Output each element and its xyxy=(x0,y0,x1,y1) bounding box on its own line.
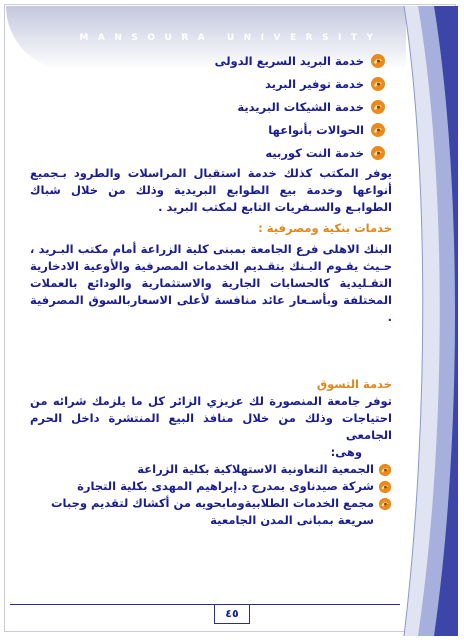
list-item-text: الحوالات بأنواعها xyxy=(268,123,364,137)
flower-bullet-icon xyxy=(370,145,386,161)
flower-bullet-icon xyxy=(378,497,392,511)
footer-rule xyxy=(10,604,400,605)
shopping-paragraph: توفر جامعة المنصورة لك عزيزي الزائر كل ما يلزمك شرائه من احتياجات وذلك من خلال منافذ البيع المنتشرة داخل الحرم الجامعى xyxy=(30,394,392,442)
flower-bullet-icon xyxy=(370,76,386,92)
flower-bullet-icon xyxy=(370,122,386,138)
list-item-text: مجمع الخدمات الطلابيةومابحويه من أكشاك لتقديم وجبات سريعة بمبانى المدن الجامعية xyxy=(51,496,374,527)
postal-paragraph: يوفر المكتب كذلك خدمة استقبال المراسلات والطرود بـجميع أنواعها وخدمة بيع الطوابع البريدية وذلك من خلال شباك الطوابـع والسـفريات التابع لمكتب البريد . xyxy=(30,166,392,214)
list-item-text: خدمة النت كوربيه xyxy=(265,146,364,160)
list-item-text: خدمة الشيكات البريدية xyxy=(237,100,364,114)
shopping-outlets-list xyxy=(30,461,392,529)
flower-bullet-icon xyxy=(378,463,392,477)
shopping-heading: خدمة التسوق xyxy=(316,377,392,391)
postal-services-list xyxy=(30,50,392,164)
list-item-text: خدمة توفير البريد xyxy=(264,77,364,91)
page-number: ٤٥ xyxy=(214,604,250,624)
banking-heading: خدمات بنكية ومصرفية : xyxy=(258,221,392,235)
list-item xyxy=(30,461,392,478)
flower-bullet-icon xyxy=(370,99,386,115)
list-item xyxy=(30,119,392,141)
list-item-text: خدمة البريد السريع الدولى xyxy=(214,54,364,68)
list-item xyxy=(30,73,392,95)
banking-paragraph: البنك الاهلى فرع الجامعة بمبنى كلية الزراعة أمام مكتب البـريد ، حـيث يقـوم البـنك بتقـديم الخدمات المصرفية والأوعية الادخارية التقـليدية كالحسابات الجارية والاستثمارية والودائع بالعملات المختلفة وبأسـعار عائد منافسة لأعلى الاسعاربالسوق المصرفية . xyxy=(30,242,392,324)
list-item xyxy=(30,96,392,118)
flower-bullet-icon xyxy=(370,53,386,69)
page-content xyxy=(30,50,392,529)
list-item-text: شركة صيدناوى بمدرج د.إبراهيم المهدى بكلية التجارة xyxy=(77,479,374,493)
shopping-intro: وهى: xyxy=(330,445,362,459)
header-title: MANSOURA UNIVERSITY xyxy=(79,33,383,43)
list-item xyxy=(30,495,392,529)
list-item xyxy=(30,142,392,164)
list-item xyxy=(30,478,392,495)
list-item-text: الجمعية التعاونية الاستهلاكية بكلية الزراعة xyxy=(137,462,374,476)
list-item xyxy=(30,50,392,72)
flower-bullet-icon xyxy=(378,480,392,494)
